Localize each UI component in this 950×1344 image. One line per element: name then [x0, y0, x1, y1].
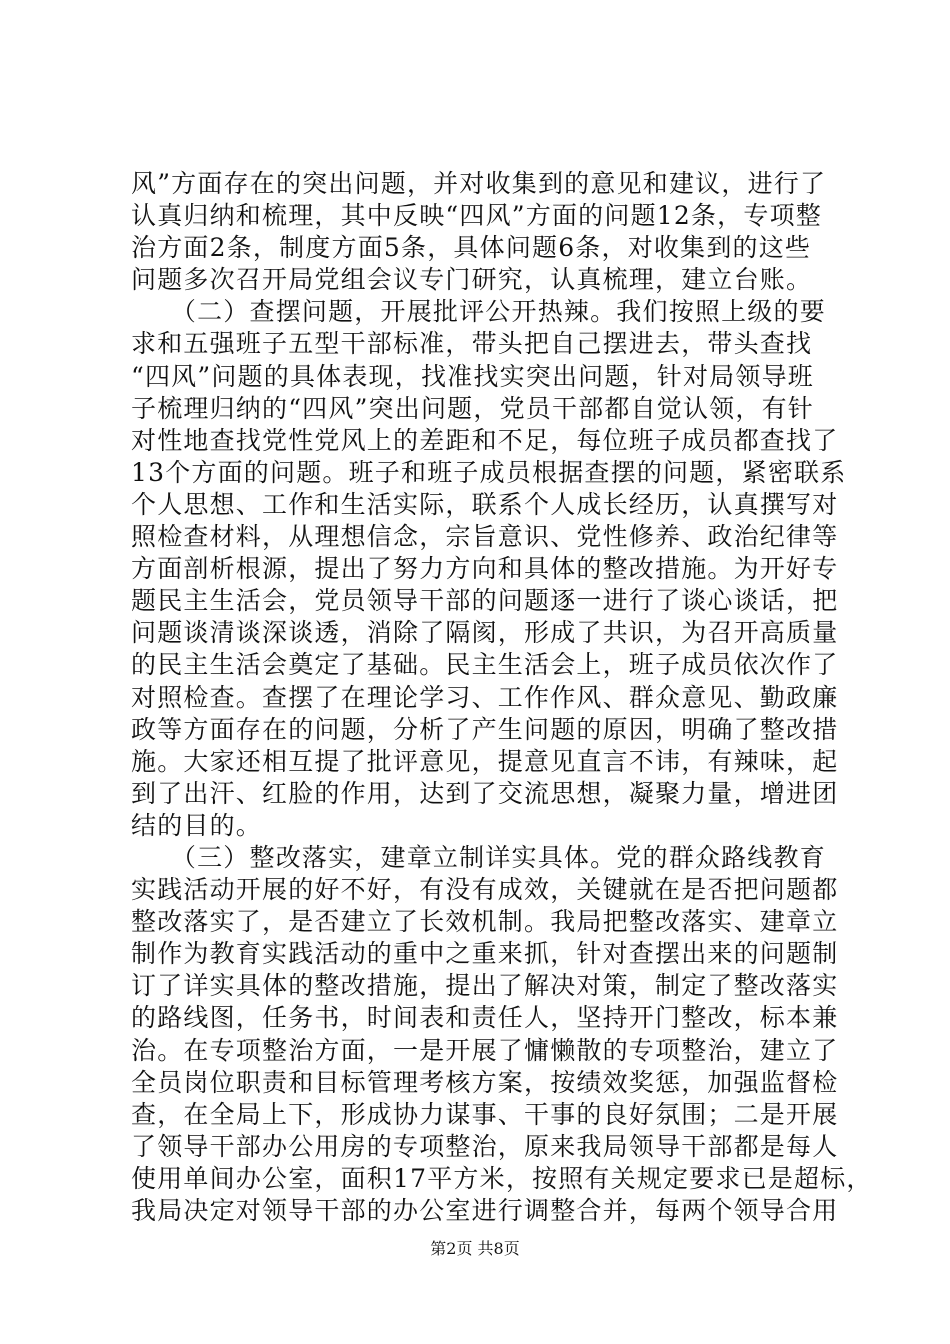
- text-line: 方面剖析根源，提出了努力方向和具体的整改措施。为开好专: [131, 554, 839, 584]
- text-line: 施。大家还相互提了批评意见，提意见直言不讳，有辣味，起: [131, 746, 839, 776]
- text-line: 政等方面存在的问题，分析了产生问题的原因，明确了整改措: [131, 714, 839, 744]
- text-line: 个人思想、工作和生活实际，联系个人成长经历，认真撰写对: [131, 489, 839, 519]
- text-line: 问题多次召开局党组会议专门研究，认真梳理，建立台账。: [131, 265, 813, 295]
- text-line: 照检查材料，从理想信念，宗旨意识、党性修养、政治纪律等: [131, 522, 839, 552]
- text-line: 对性地查找党性党风上的差距和不足，每位班子成员都查找了: [131, 425, 839, 455]
- text-line: 全员岗位职责和目标管理考核方案，按绩效奖惩，加强监督检: [131, 1067, 839, 1097]
- text-line: “四风”问题的具体表现，找准找实突出问题，针对局领导班: [131, 361, 814, 391]
- text-line: 问题谈清谈深谈透，消除了隔阂，形成了共识，为召开高质量: [131, 618, 839, 648]
- text-line: 治方面2条，制度方面5条，具体问题6条，对收集到的这些: [131, 233, 812, 263]
- text-line: 实践活动开展的好不好，有没有成效，关键就在是否把问题都: [131, 875, 839, 905]
- text-line: 制作为教育实践活动的重中之重来抓，针对查摆出来的问题制: [131, 939, 839, 969]
- text-line: 风”方面存在的突出问题，并对收集到的意见和建议，进行了: [131, 169, 827, 198]
- text-line: 使用单间办公室，面积17平方米，按照有关规定要求已是超标，: [131, 1163, 873, 1193]
- text-line: 13个方面的问题。班子和班子成员根据查摆的问题，紧密联系: [131, 457, 847, 487]
- text-line: 我局决定对领导干部的办公室进行调整合并，每两个领导合用: [131, 1196, 839, 1225]
- text-line: 对照检查。查摆了在理论学习、工作作风、群众意见、勤政廉: [131, 682, 839, 712]
- text-line: 认真归纳和梳理，其中反映“四风”方面的问题12条，专项整: [131, 201, 822, 231]
- text-line: 订了详实具体的整改措施，提出了解决对策，制定了整改落实: [131, 971, 839, 1001]
- text-line: 结的目的。: [131, 810, 263, 840]
- text-line: 了领导干部办公用房的专项整治，原来我局领导干部都是每人: [131, 1131, 839, 1161]
- text-line: 治。在专项整治方面，一是开展了慵懒散的专项整治，建立了: [131, 1035, 839, 1065]
- document-body: [131, 168, 873, 1227]
- text-line: 题民主生活会，党员领导干部的问题逐一进行了谈心谈话，把: [131, 586, 839, 616]
- text-line: （三）整改落实，建章立制详实具体。党的群众路线教育: [131, 842, 826, 872]
- text-line: 整改落实了，是否建立了长效机制。我局把整改落实、建章立: [131, 907, 839, 937]
- text-line: 到了出汗、红脸的作用，达到了交流思想，凝聚力量，增进团: [131, 778, 839, 808]
- text-line: 求和五强班子五型干部标准，带头把自己摆进去，带头查找: [131, 329, 813, 359]
- text-line: （二）查摆问题，开展批评公开热辣。我们按照上级的要: [131, 297, 826, 327]
- text-line: 的民主生活会奠定了基础。民主生活会上，班子成员依次作了: [131, 650, 839, 680]
- page-footer: 第2页 共8页: [430, 1239, 520, 1258]
- text-line: 子梳理归纳的“四风”突出问题，党员干部都自觉认领，有针: [131, 393, 814, 423]
- text-line: 的路线图，任务书，时间表和责任人，坚持开门整改，标本兼: [131, 1003, 839, 1033]
- text-line: 查，在全局上下，形成协力谋事、干事的良好氛围；二是开展: [131, 1099, 839, 1129]
